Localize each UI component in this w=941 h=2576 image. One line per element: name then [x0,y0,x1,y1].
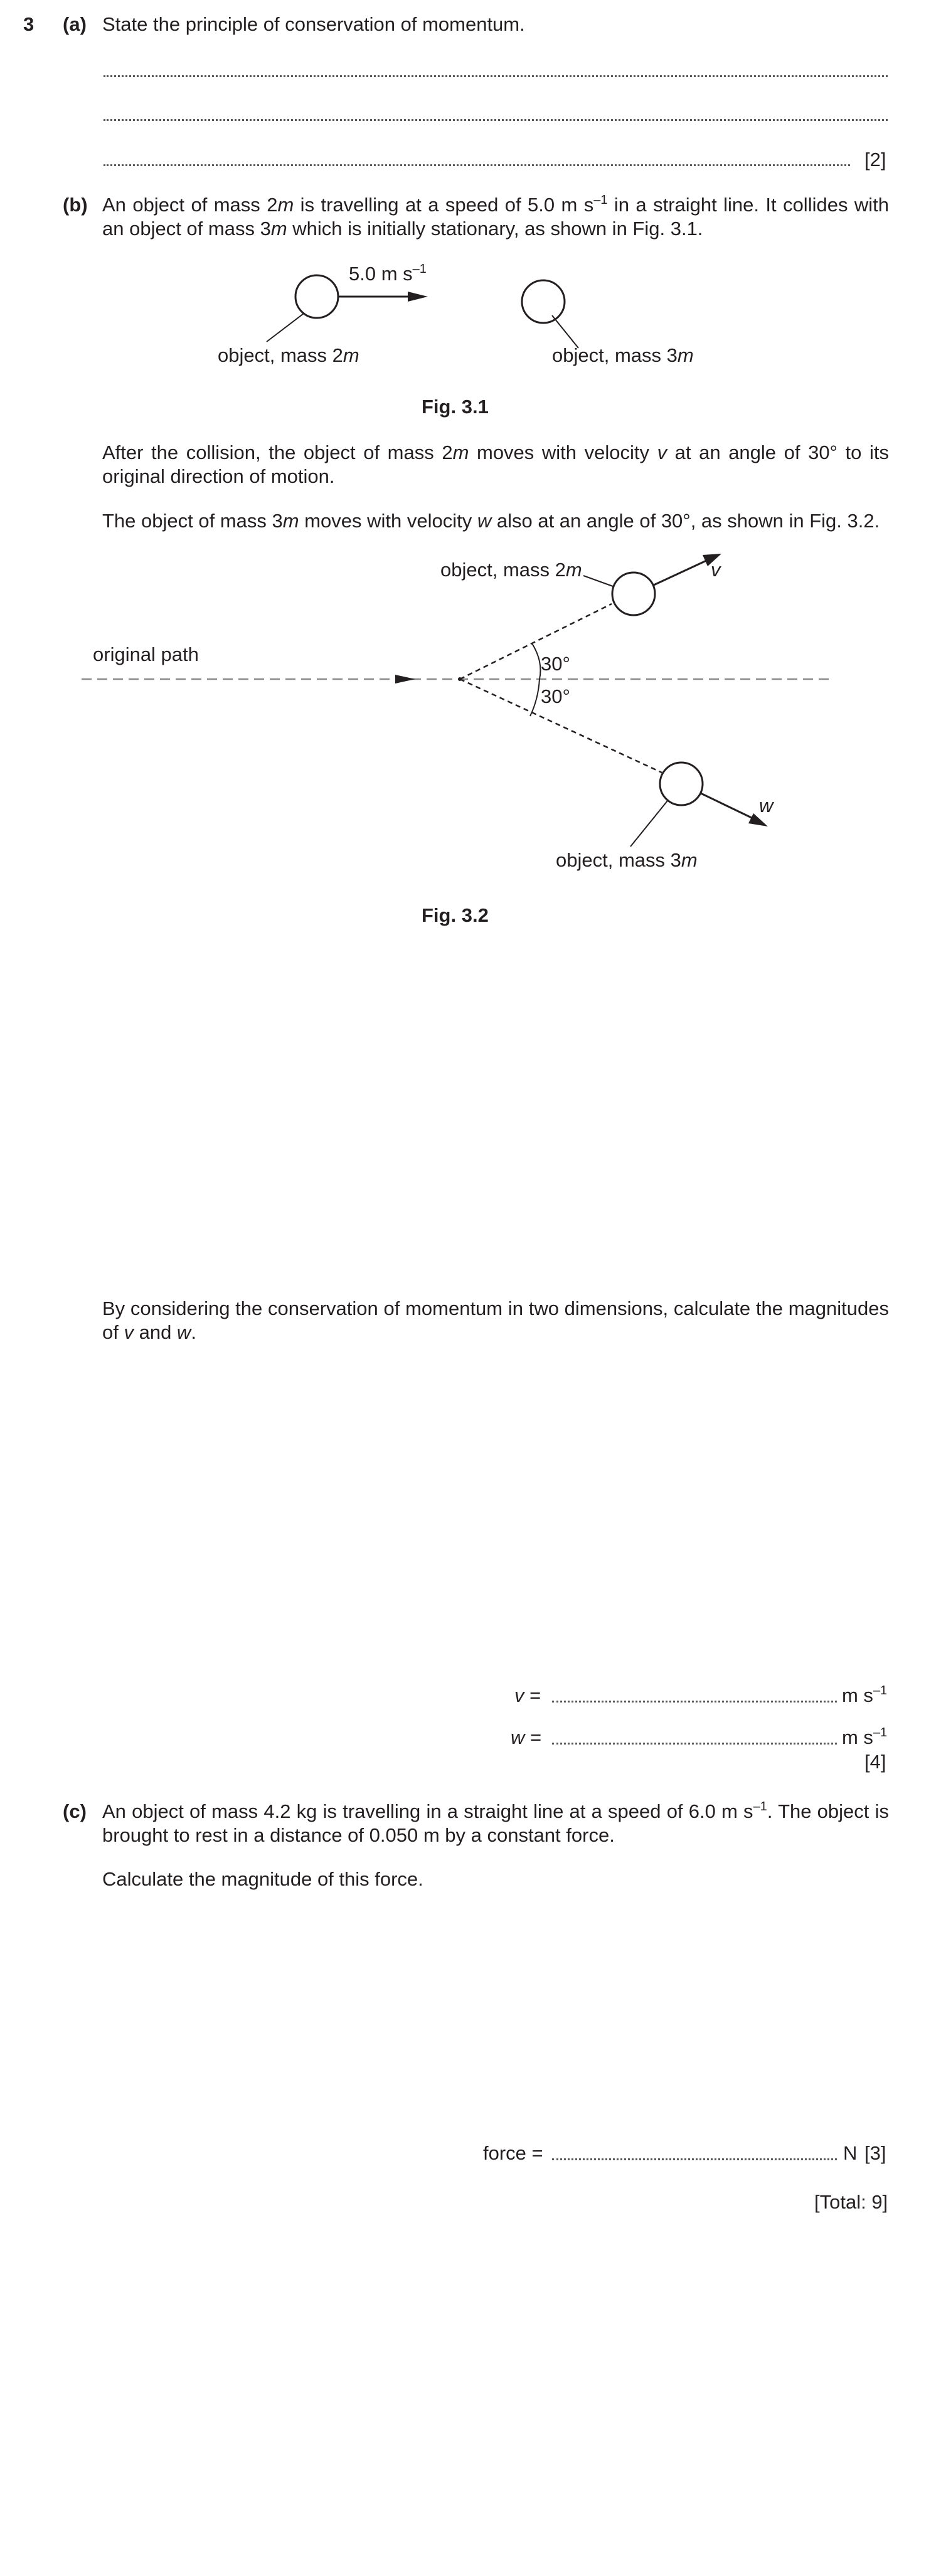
part-a-marks: [2] [864,149,886,171]
leader-line-3m-fig2 [630,801,667,847]
original-path-arrowhead [395,675,415,684]
object-2m-circle-fig2 [612,573,655,615]
part-c-task: Calculate the magnitude of this force. [102,1868,423,1890]
label-2m-fig2: object, mass 2m [440,559,582,581]
angle-top-label: 30° [541,653,570,675]
part-c-marks: [3] [864,2142,886,2164]
angle-arc-top [532,643,541,679]
part-c-label: (c) [63,1800,87,1822]
answer-w-line[interactable] [552,1743,837,1745]
speed-label-fig1: 5.0 m $s^{-1}$ [349,262,427,285]
part-a-text: State the principle of conservation of momentum. [102,13,525,35]
leader-line-2m-fig2 [583,576,613,586]
answer-w-label: w = [511,1726,542,1748]
original-path-label: original path [93,643,199,665]
label-3m-fig1: object, mass 3m [552,344,694,366]
answer-force-unit: N [843,2142,858,2164]
answer-v-label: v = [514,1684,541,1706]
answer-v-line[interactable] [552,1701,837,1702]
after-collision-text: After the collision, the object of mass 2m moves with velocity v at an angle of 30° to its original direction of motion. [102,441,889,487]
part-b-intro: An object of mass 2m is travelling at a speed of 5.0 m $s^{-1}$ in a straight line. It collides with an object of mass 3m which is initially stationary, as shown in Fig. 3.1. [102,193,889,240]
part-b-label: (b) [63,194,88,216]
answer-w-unit: m $s^{-1}$ [842,1726,888,1748]
label-3m-fig2: object, mass 3m [556,849,698,871]
angle-bottom-label: 30° [541,685,570,707]
angle-arc-bottom [530,679,540,716]
part-a-label: (a) [63,13,87,35]
question-number: 3 [23,13,35,35]
total-marks: [Total: 9] [814,2191,888,2213]
velocity-v-arrow [654,561,706,585]
part-b-marks: [4] [864,1751,886,1773]
path-2m-line [460,604,612,679]
label-w-fig2: w [759,794,774,816]
part-b-task: By considering the conservation of momentum in two dimensions, calculate the magnitudes of v and w. [102,1297,889,1343]
fig-3-2-caption: Fig. 3.2 [422,904,489,926]
object-3m-circle-fig2 [660,763,703,805]
label-2m-fig1: object, mass 2m [218,344,359,366]
label-v-fig2: v [711,559,721,581]
answer-force-label: force = [483,2142,543,2164]
velocity-w-arrow [701,793,753,818]
fig-3-1-caption: Fig. 3.1 [422,396,489,418]
answer-v-unit: m $s^{-1}$ [842,1684,888,1706]
answer-force-line[interactable] [552,2158,837,2160]
mass3-text: The object of mass 3m moves with velocity w also at an angle of 30°, as shown in Fig. 3.2. [102,510,880,532]
part-c-text: An object of mass 4.2 kg is travelling in a straight line at a speed of 6.0 m $s^{-1}$. The object is brought to rest in a distance of 0.050 m by a constant force. [102,1800,889,1846]
